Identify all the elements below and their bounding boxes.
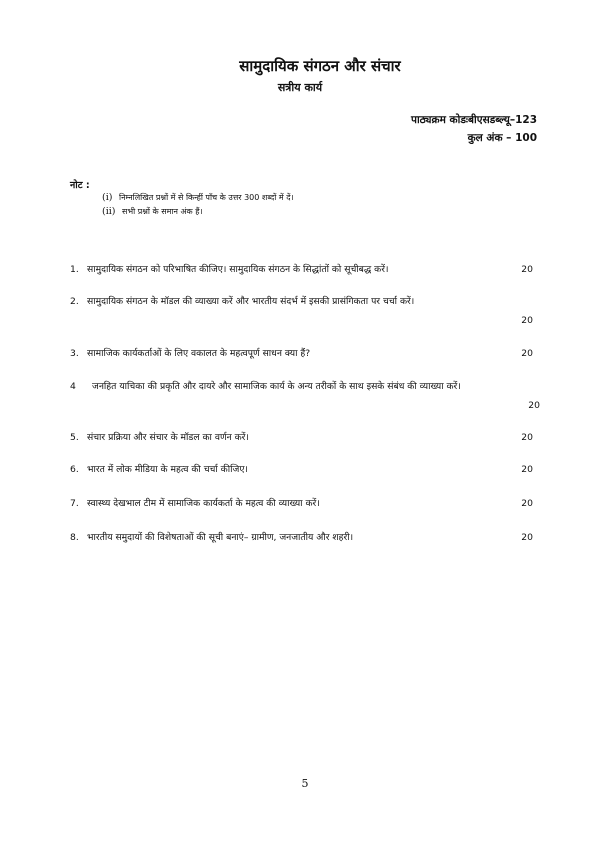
- question-number: 3.: [70, 348, 79, 359]
- question-text: सामुदायिक संगठन को परिभाषित कीजिए। सामुदायिक संगठन के सिद्धांतों को सूचीबद्ध करें।: [87, 264, 389, 275]
- question-number: 6.: [70, 464, 79, 475]
- question-text: सामुदायिक संगठन के मॉडल की व्याख्या करें और भारतीय संदर्भ में इसकी प्रासंगिकता पर चर्चा करें।: [87, 296, 415, 307]
- question-marks: 20: [521, 532, 533, 543]
- question-number: 7.: [70, 498, 79, 509]
- question-text: भारतीय समुदायों की विशेषताओं की सूची बनाएं– ग्रामीण, जनजातीय और शहरी।: [87, 532, 354, 543]
- total-marks: कुल अंक – 100: [467, 132, 537, 144]
- question-marks: 20: [521, 348, 533, 359]
- question-marks: 20: [528, 400, 540, 411]
- question-text: जनहित याचिका की प्रकृति और दायरे और सामाजिक कार्य के अन्य तरीकों के साथ इसके संबंध की व्याख्या करें।: [92, 381, 461, 392]
- note-item: [102, 192, 293, 203]
- question-number: 5.: [70, 432, 79, 443]
- note-item-number: (ii): [102, 206, 116, 217]
- document-title: सामुदायिक संगठन और संचार: [239, 57, 401, 75]
- question-number: 4: [70, 381, 76, 392]
- question-marks: 20: [521, 464, 533, 475]
- question-text: स्वास्थ्य देखभाल टीम में सामाजिक कार्यकर्ता के महत्व की व्याख्या करें।: [87, 498, 320, 509]
- question-text: संचार प्रक्रिया और संचार के मॉडल का वर्णन करें।: [87, 432, 249, 443]
- question-text: सामाजिक कार्यकर्ताओं के लिए वकालत के महत्वपूर्ण साधन क्या हैं?: [87, 348, 311, 359]
- note-item: [102, 206, 203, 217]
- question-marks: 20: [521, 498, 533, 509]
- document-subtitle: सत्रीय कार्य: [277, 81, 323, 94]
- question-marks: 20: [521, 315, 533, 326]
- course-code: पाठ्यक्रम कोडःबीएसडब्ल्यू–123: [411, 114, 537, 126]
- question-number: 8.: [70, 532, 79, 543]
- question-marks: 20: [521, 432, 533, 443]
- note-item-text: निम्नलिखित प्रश्नों में से किन्हीं पाँच के उत्तर 300 शब्दों में दें।: [119, 193, 294, 202]
- question-text: भारत में लोक मीडिया के महत्व की चर्चा कीजिए।: [87, 464, 248, 475]
- question-marks: 20: [521, 264, 533, 275]
- note-heading: नोट :: [70, 180, 90, 191]
- page-number: 5: [301, 777, 309, 790]
- question-number: 2.: [70, 296, 79, 307]
- note-item-text: सभी प्रश्नों के समान अंक हैं।: [122, 207, 203, 216]
- question-number: 1.: [70, 264, 79, 275]
- note-item-number: (i): [102, 192, 113, 203]
